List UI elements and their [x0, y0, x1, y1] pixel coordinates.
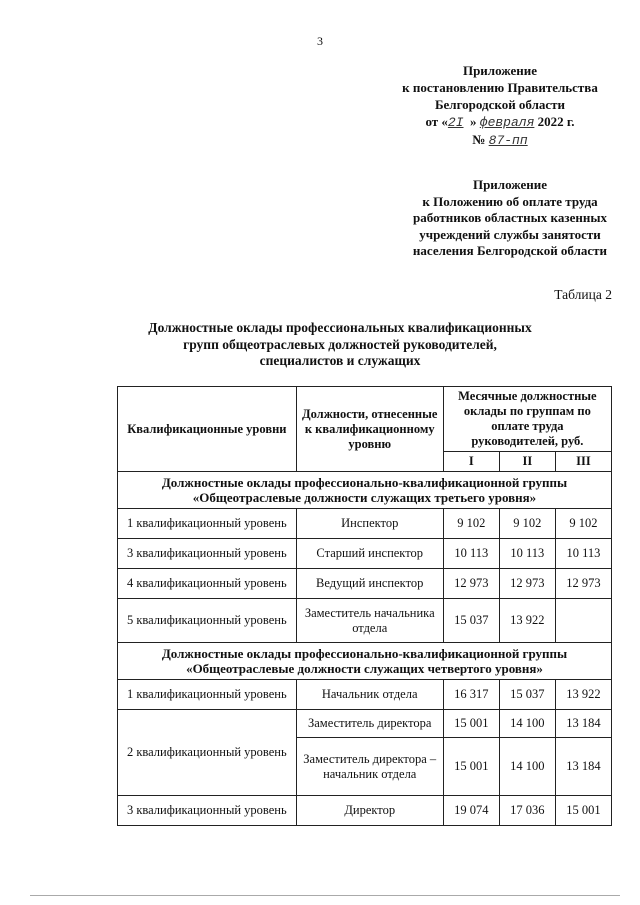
approval-line: работников областных казенных: [413, 210, 607, 225]
approval-block-government: [380, 62, 620, 149]
group-title: Должностные оклады профессионально-квалификационной группы «Общеотраслевые должности служащих четвертого уровня»: [118, 643, 612, 680]
table-title-line: специалистов и служащих: [259, 353, 421, 368]
table-row: [118, 710, 612, 738]
date-prefix: от «: [425, 114, 448, 129]
table-row: [118, 680, 612, 710]
cell-g3: 13 922: [555, 680, 611, 710]
cell-g1: 9 102: [443, 509, 499, 539]
cell-position: Директор: [296, 796, 443, 826]
cell-g1: 12 973: [443, 569, 499, 599]
salary-table: [117, 386, 612, 826]
cell-g3: 15 001: [555, 796, 611, 826]
cell-level: 1 квалификационный уровень: [118, 680, 297, 710]
cell-g2: 13 922: [499, 599, 555, 643]
group-row: [118, 472, 612, 509]
cell-position: Заместитель директора – начальник отдела: [296, 738, 443, 796]
header-salary: Месячные должностные оклады по группам по оплате труда руководителей, руб.: [443, 387, 611, 452]
group-title: Должностные оклады профессионально-квалификационной группы «Общеотраслевые должности служащих третьего уровня»: [118, 472, 612, 509]
cell-position: Старший инспектор: [296, 539, 443, 569]
cell-level: 1 квалификационный уровень: [118, 509, 297, 539]
cell-level: 3 квалификационный уровень: [118, 539, 297, 569]
cell-g2: 9 102: [499, 509, 555, 539]
approval-block-regulation: [390, 177, 630, 260]
cell-g2: 14 100: [499, 738, 555, 796]
cell-g2: 14 100: [499, 710, 555, 738]
scan-edge-line: [30, 895, 620, 896]
cell-g1: 10 113: [443, 539, 499, 569]
approval-line: населения Белгородской области: [412, 243, 608, 258]
date-year: 2022 г.: [537, 114, 575, 129]
table-row: [118, 509, 612, 539]
cell-g2: 17 036: [499, 796, 555, 826]
cell-g2: 15 037: [499, 680, 555, 710]
cell-g3: 13 184: [555, 738, 611, 796]
header-group-1: I: [443, 452, 499, 472]
approval-line: Приложение: [462, 63, 538, 78]
date-month: февраля: [479, 115, 535, 130]
approval-line: Белгородской области: [434, 97, 566, 112]
table-title-line: групп общеотраслевых должностей руководителей,: [183, 336, 497, 352]
cell-g1: 16 317: [443, 680, 499, 710]
page-number: 3: [317, 34, 323, 48]
table-label: Таблица 2: [554, 287, 612, 302]
header-group-2: II: [499, 452, 555, 472]
date-mid: »: [470, 114, 477, 129]
header-position: Должности, отнесенные к квалификационному уровню: [296, 387, 443, 472]
cell-g3: [555, 599, 611, 643]
approval-line: Приложение: [472, 177, 548, 192]
cell-g3: 13 184: [555, 710, 611, 738]
approval-line: учреждений службы занятости: [419, 226, 601, 242]
table-header-row: [118, 387, 612, 452]
table-title-line: Должностные оклады профессиональных квалификационных: [148, 320, 532, 335]
cell-level: 3 квалификационный уровень: [118, 796, 297, 826]
number-prefix: №: [472, 132, 486, 147]
cell-position: Заместитель директора: [296, 710, 443, 738]
table-row: [118, 796, 612, 826]
number-value: 87-пп: [488, 133, 528, 148]
cell-g3: 9 102: [555, 509, 611, 539]
table-row: [118, 569, 612, 599]
approval-number: [380, 131, 620, 149]
date-day: 2I: [447, 115, 464, 130]
cell-g1: 15 037: [443, 599, 499, 643]
approval-date: [380, 113, 620, 131]
cell-level: 2 квалификационный уровень: [118, 710, 297, 796]
cell-g3: 12 973: [555, 569, 611, 599]
cell-position: Ведущий инспектор: [296, 569, 443, 599]
cell-g2: 10 113: [499, 539, 555, 569]
cell-g1: 15 001: [443, 738, 499, 796]
cell-g3: 10 113: [555, 539, 611, 569]
approval-line: к Положению об оплате труда: [422, 193, 598, 209]
table-row: [118, 599, 612, 643]
table-title: [140, 320, 540, 370]
cell-g1: 15 001: [443, 710, 499, 738]
cell-level: 4 квалификационный уровень: [118, 569, 297, 599]
header-group-3: III: [555, 452, 611, 472]
table-row: [118, 539, 612, 569]
group-row: [118, 643, 612, 680]
cell-level: 5 квалификационный уровень: [118, 599, 297, 643]
cell-g2: 12 973: [499, 569, 555, 599]
cell-position: Начальник отдела: [296, 680, 443, 710]
cell-position: Инспектор: [296, 509, 443, 539]
header-level: Квалификационные уровни: [118, 387, 297, 472]
approval-line: к постановлению Правительства: [402, 80, 598, 95]
cell-position: Заместитель начальника отдела: [296, 599, 443, 643]
cell-g1: 19 074: [443, 796, 499, 826]
